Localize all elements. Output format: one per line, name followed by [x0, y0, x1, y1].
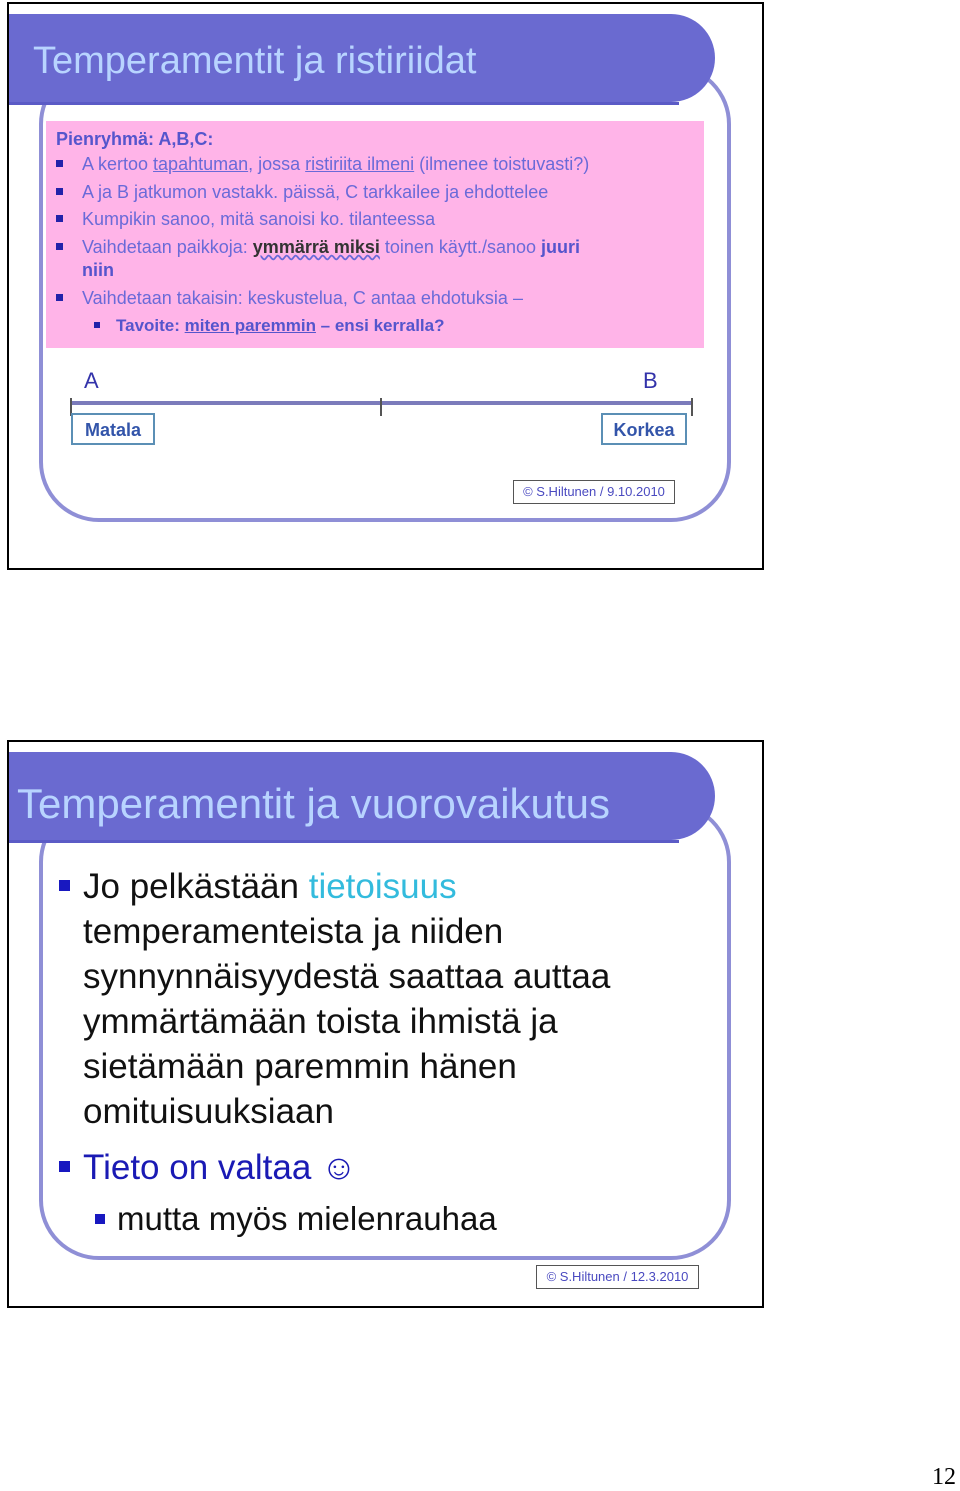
bullet-item: Vaihdetaan takaisin: keskustelua, C antaa ehdotuksia – [82, 288, 523, 309]
square-bullet-icon [56, 215, 63, 222]
sub-bullet-item: Tavoite: miten paremmin – ensi kerralla? [116, 316, 444, 336]
square-bullet-icon [95, 1214, 105, 1224]
bullet-item-continued: niin [82, 260, 114, 280]
square-bullet-icon [56, 243, 63, 250]
bullet-item: Jo pelkästään tietoisuus temperamenteista ja niiden synnynnäisyydestä saattaa auttaa ymmärtämään toista ihmistä ja sietämään paremmin hänen omituisuuksiaan [83, 864, 610, 1134]
axis-tick [691, 398, 693, 416]
square-bullet-icon [59, 880, 70, 891]
bullet-item: Tieto on valtaa ☺ [83, 1145, 357, 1190]
bullet-item: A ja B jatkumon vastakk. päissä, C tarkkailee ja ehdottelee [82, 182, 548, 203]
square-bullet-icon [56, 160, 63, 167]
bullet-item: Kumpikin sanoo, mitä sanoisi ko. tilanteessa [82, 209, 435, 230]
square-bullet-icon [56, 188, 63, 195]
copyright-badge: © S.Hiltunen / 9.10.2010 [513, 480, 675, 504]
exercise-box [46, 121, 704, 348]
square-bullet-icon [59, 1161, 70, 1172]
square-bullet-icon [56, 294, 63, 301]
slide-title: Temperamentit ja vuorovaikutus [17, 780, 610, 827]
low-label: Matala [71, 413, 155, 445]
bullet-item: A kertoo tapahtuman, jossa ristiriita ilmeni (ilmenee toistuvasti?) [82, 154, 589, 175]
slide-1 [7, 2, 764, 570]
high-label: Korkea [601, 413, 687, 445]
axis-tick [380, 398, 382, 416]
sub-bullet-item: mutta myös mielenrauhaa [117, 1200, 497, 1238]
bullet-item: Vaihdetaan paikkoja: ymmärrä miksi toinen käytt./sanoo juuri [82, 237, 580, 258]
slide-2 [7, 740, 764, 1308]
axis-label-a: A [84, 368, 99, 393]
axis-label-b: B [643, 368, 658, 393]
continuum-line [71, 401, 693, 405]
square-bullet-icon [94, 322, 100, 328]
slide-title: Temperamentit ja ristiriidat [33, 40, 477, 82]
title-underline [9, 840, 679, 843]
group-heading: Pienryhmä: A,B,C: [56, 129, 214, 149]
copyright-badge: © S.Hiltunen / 12.3.2010 [536, 1265, 699, 1289]
page-number: 12 [932, 1464, 956, 1490]
title-underline [9, 102, 679, 105]
